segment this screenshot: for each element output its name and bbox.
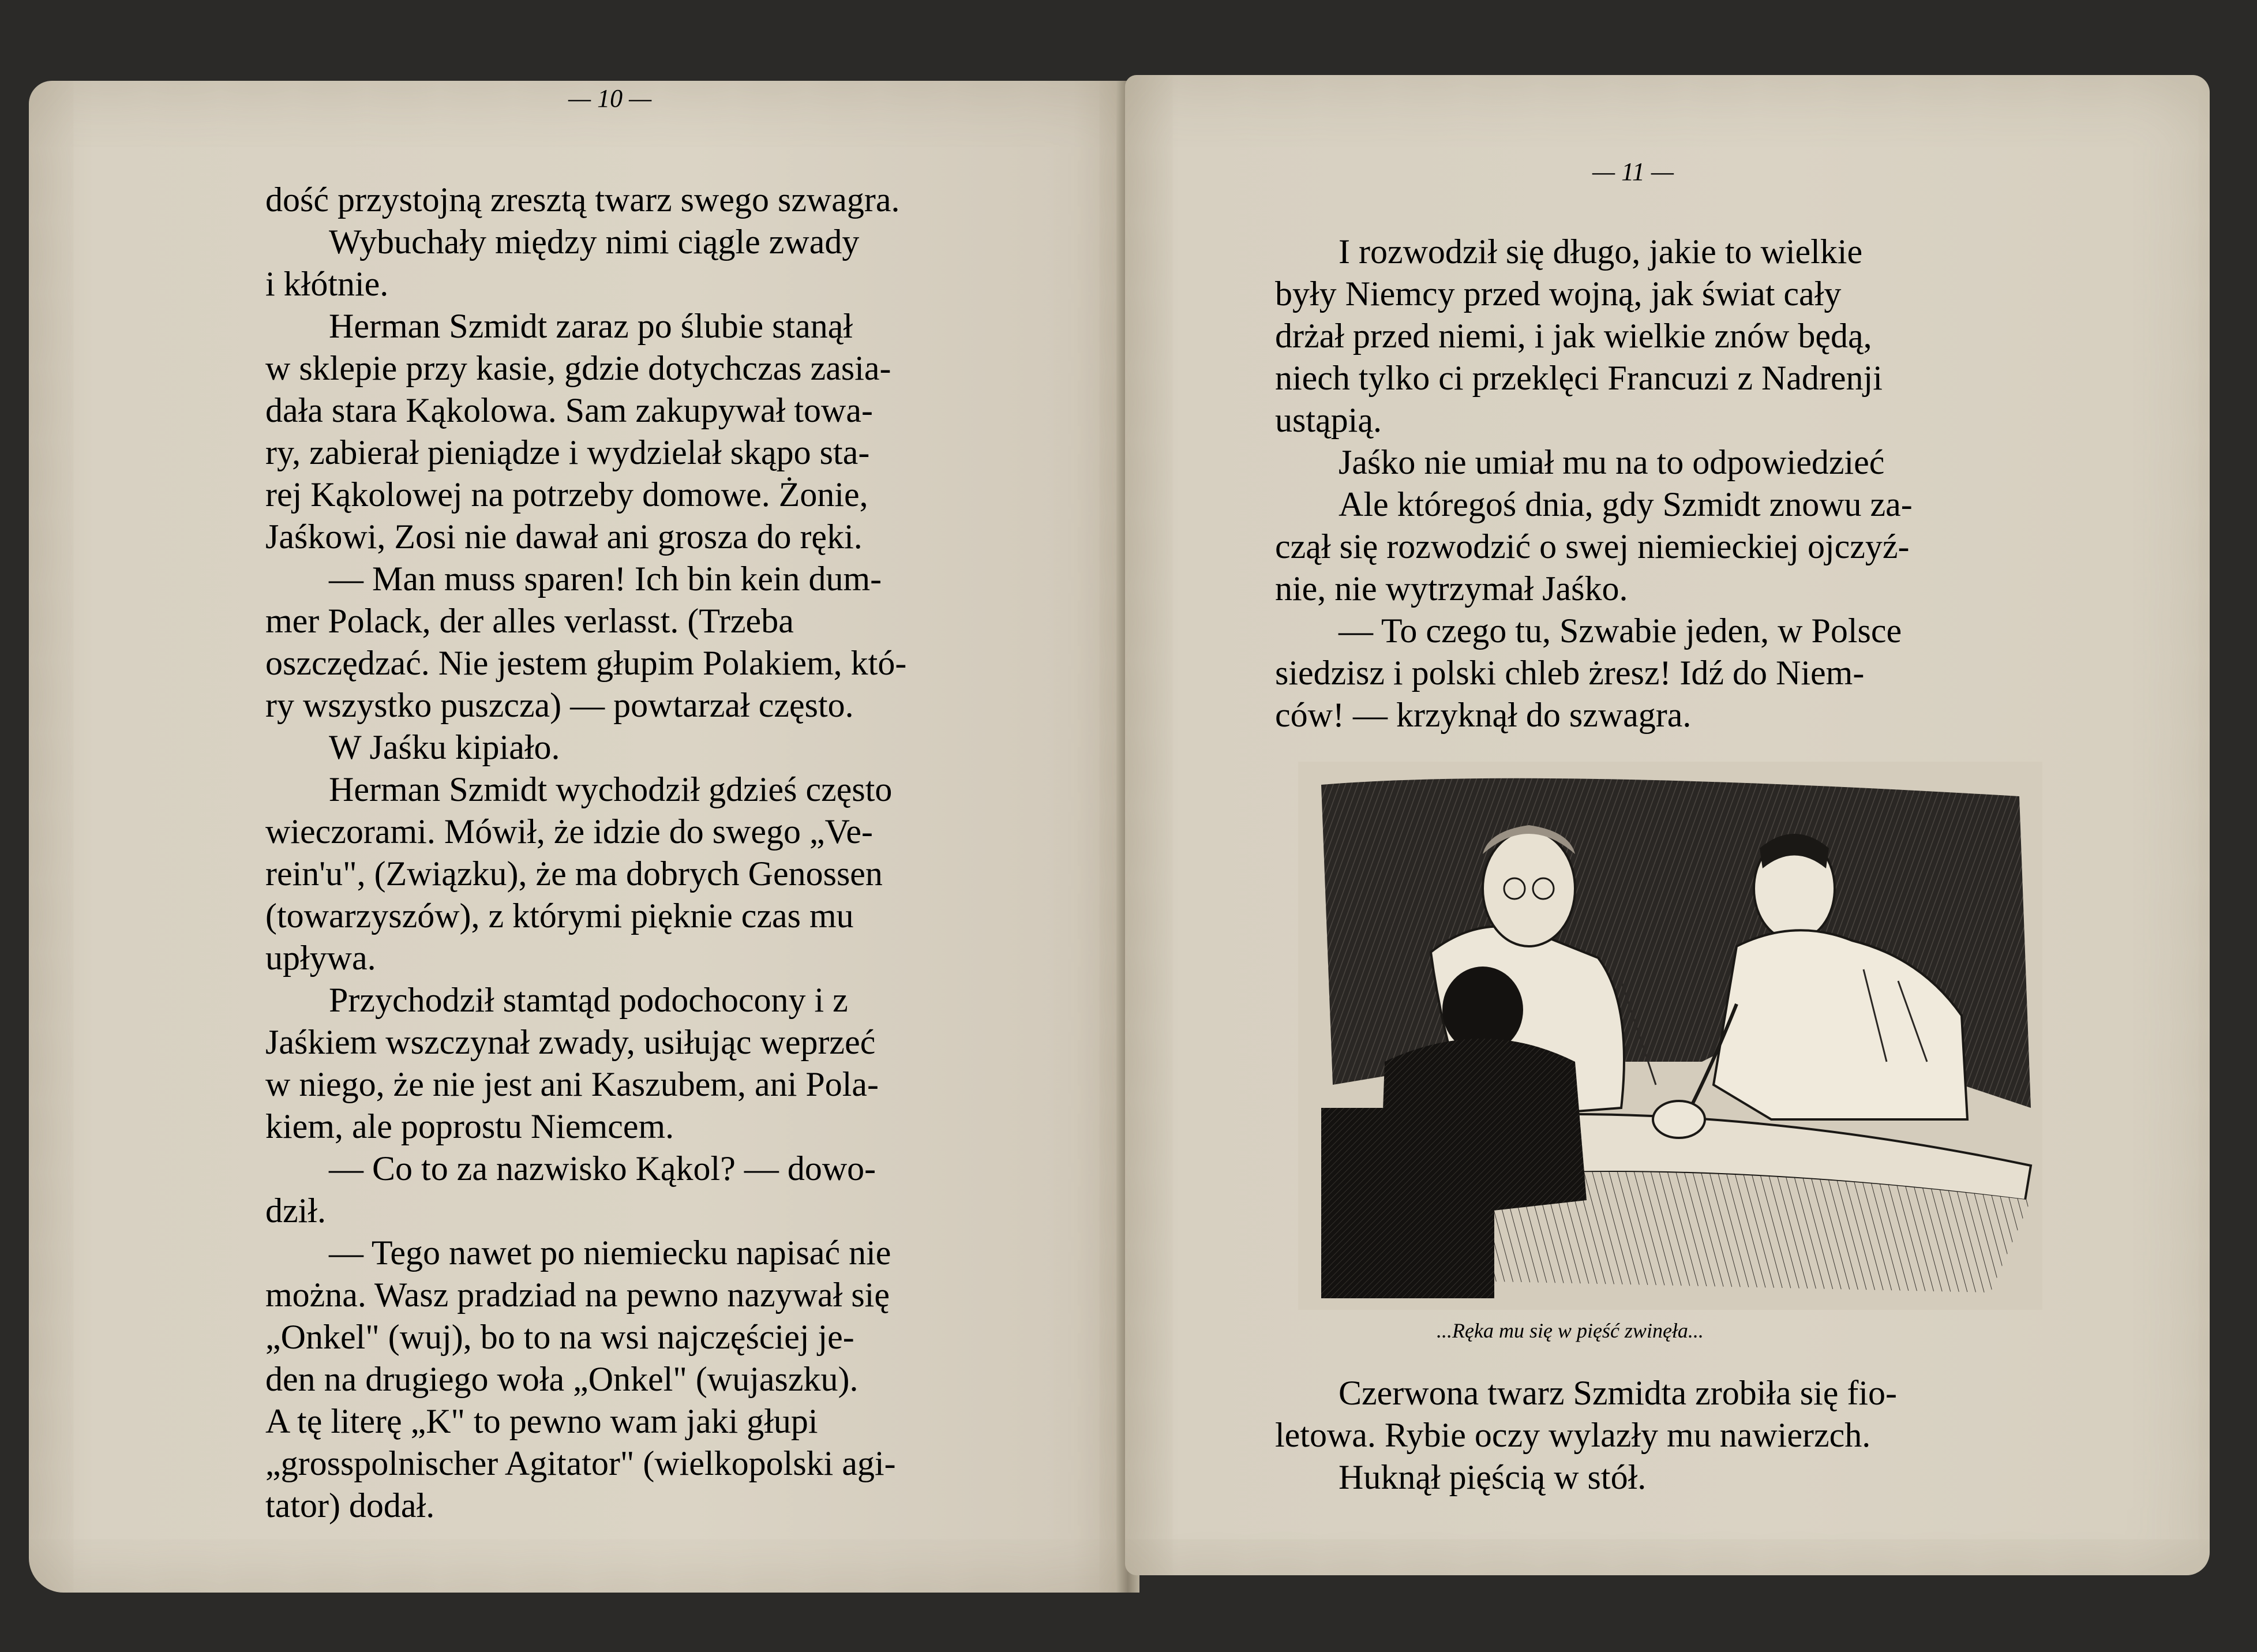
right-page-text-bottom [1275,1372,1897,1499]
text-line: upływa. [265,939,376,977]
left-page-text [265,179,906,1527]
text-line: I rozwodził się długo, jakie to wielkie [1339,233,1863,271]
text-line: Herman Szmidt wychodził gdzieś często [329,770,893,808]
text-line: A tę literę „K" to pewno wam jaki głupi [265,1402,818,1440]
text-line: siedzisz i polski chleb żresz! Idź do Niem- [1275,654,1865,692]
text-line: — Man muss sparen! Ich bin kein dum- [329,560,882,598]
text-line: nie, nie wytrzymał Jaśko. [1275,570,1628,608]
text-line: można. Wasz pradziad na pewno nazywał się [265,1276,890,1314]
text-line: Huknął pięścią w stół. [1339,1458,1647,1496]
text-line: „grosspolnischer Agitator" (wielkopolski agi- [265,1444,896,1482]
text-line: — Co to za nazwisko Kąkol? — dowo- [329,1149,876,1188]
text-line: W Jaśku kipiało. [329,728,560,766]
text-line: wieczorami. Mówił, że idzie do swego „Ve- [265,812,873,851]
text-line: Przychodził stamtąd podochocony i z [329,981,848,1019]
text-line: Herman Szmidt zaraz po ślubie stanął [329,307,853,345]
text-line: były Niemcy przed wojną, jak świat cały [1275,275,1842,313]
text-line: Jaśko nie umiał mu na to odpowiedzieć [1339,443,1885,481]
text-line: rej Kąkolowej na potrzeby domowe. Żonie, [265,475,868,514]
text-line: dała stara Kąkolowa. Sam zakupywał towa- [265,391,873,429]
book-illustration [1298,762,2042,1310]
text-line: letowa. Rybie oczy wylazły mu nawierzch. [1275,1416,1871,1454]
text-line: drżał przed niemi, i jak wielkie znów będą, [1275,317,1872,355]
right-page-number: — 11 — [1592,158,1674,186]
text-line: mer Polack, der alles verlasst. (Trzeba [265,602,794,640]
text-line: „Onkel" (wuj), bo to na wsi najczęściej je- [265,1318,854,1356]
text-line: kiem, ale poprostu Niemcem. [265,1107,674,1145]
text-line: Jaśkiem wszczynał zwady, usiłując weprzeć [265,1023,876,1061]
text-line: ry, zabierał pieniądze i wydzielał skąpo sta- [265,433,870,471]
text-line: ców! — krzyknął do szwagra. [1275,696,1692,734]
text-line: ustąpią. [1275,401,1382,439]
text-line: — To czego tu, Szwabie jeden, w Polsce [1339,612,1902,650]
text-line: (towarzyszów), z którymi pięknie czas mu [265,897,854,935]
text-line: w niego, że nie jest ani Kaszubem, ani Pola- [265,1065,879,1103]
text-line: tator) dodał. [265,1486,435,1524]
text-line: rein'u", (Związku), że ma dobrych Genossen [265,855,883,893]
text-line: i kłótnie. [265,265,389,303]
text-line: — Tego nawet po niemiecku napisać nie [329,1234,891,1272]
text-line: den na drugiego woła „Onkel" (wujaszku). [265,1360,858,1398]
illustration-caption: ...Ręka mu się w pięść zwinęła... [1437,1319,1704,1342]
text-line: oszczędzać. Nie jestem głupim Polakiem, któ- [265,644,907,682]
text-line: w sklepie przy kasie, gdzie dotychczas zasia- [265,349,891,387]
text-line: czął się rozwodzić o swej niemieckiej ojczyź- [1275,527,1910,565]
text-line: Ale któregoś dnia, gdy Szmidt znowu za- [1339,485,1913,523]
text-line: Czerwona twarz Szmidta zrobiła się fio- [1339,1374,1897,1412]
left-page-number: — 10 — [568,84,652,113]
text-line: Jaśkowi, Zosi nie dawał ani grosza do ręki. [265,518,863,556]
text-line: dość przystojną zresztą twarz swego szwagra. [265,181,900,219]
right-page-text-top [1275,231,1913,736]
text-line: dził. [265,1192,326,1230]
text-line: Wybuchały między nimi ciągle zwady [329,223,860,261]
text-line: niech tylko ci przeklęci Francuzi z Nadrenji [1275,359,1883,397]
illustration-drawing [1298,762,2042,1310]
text-line: ry wszystko puszcza) — powtarzał często. [265,686,854,724]
